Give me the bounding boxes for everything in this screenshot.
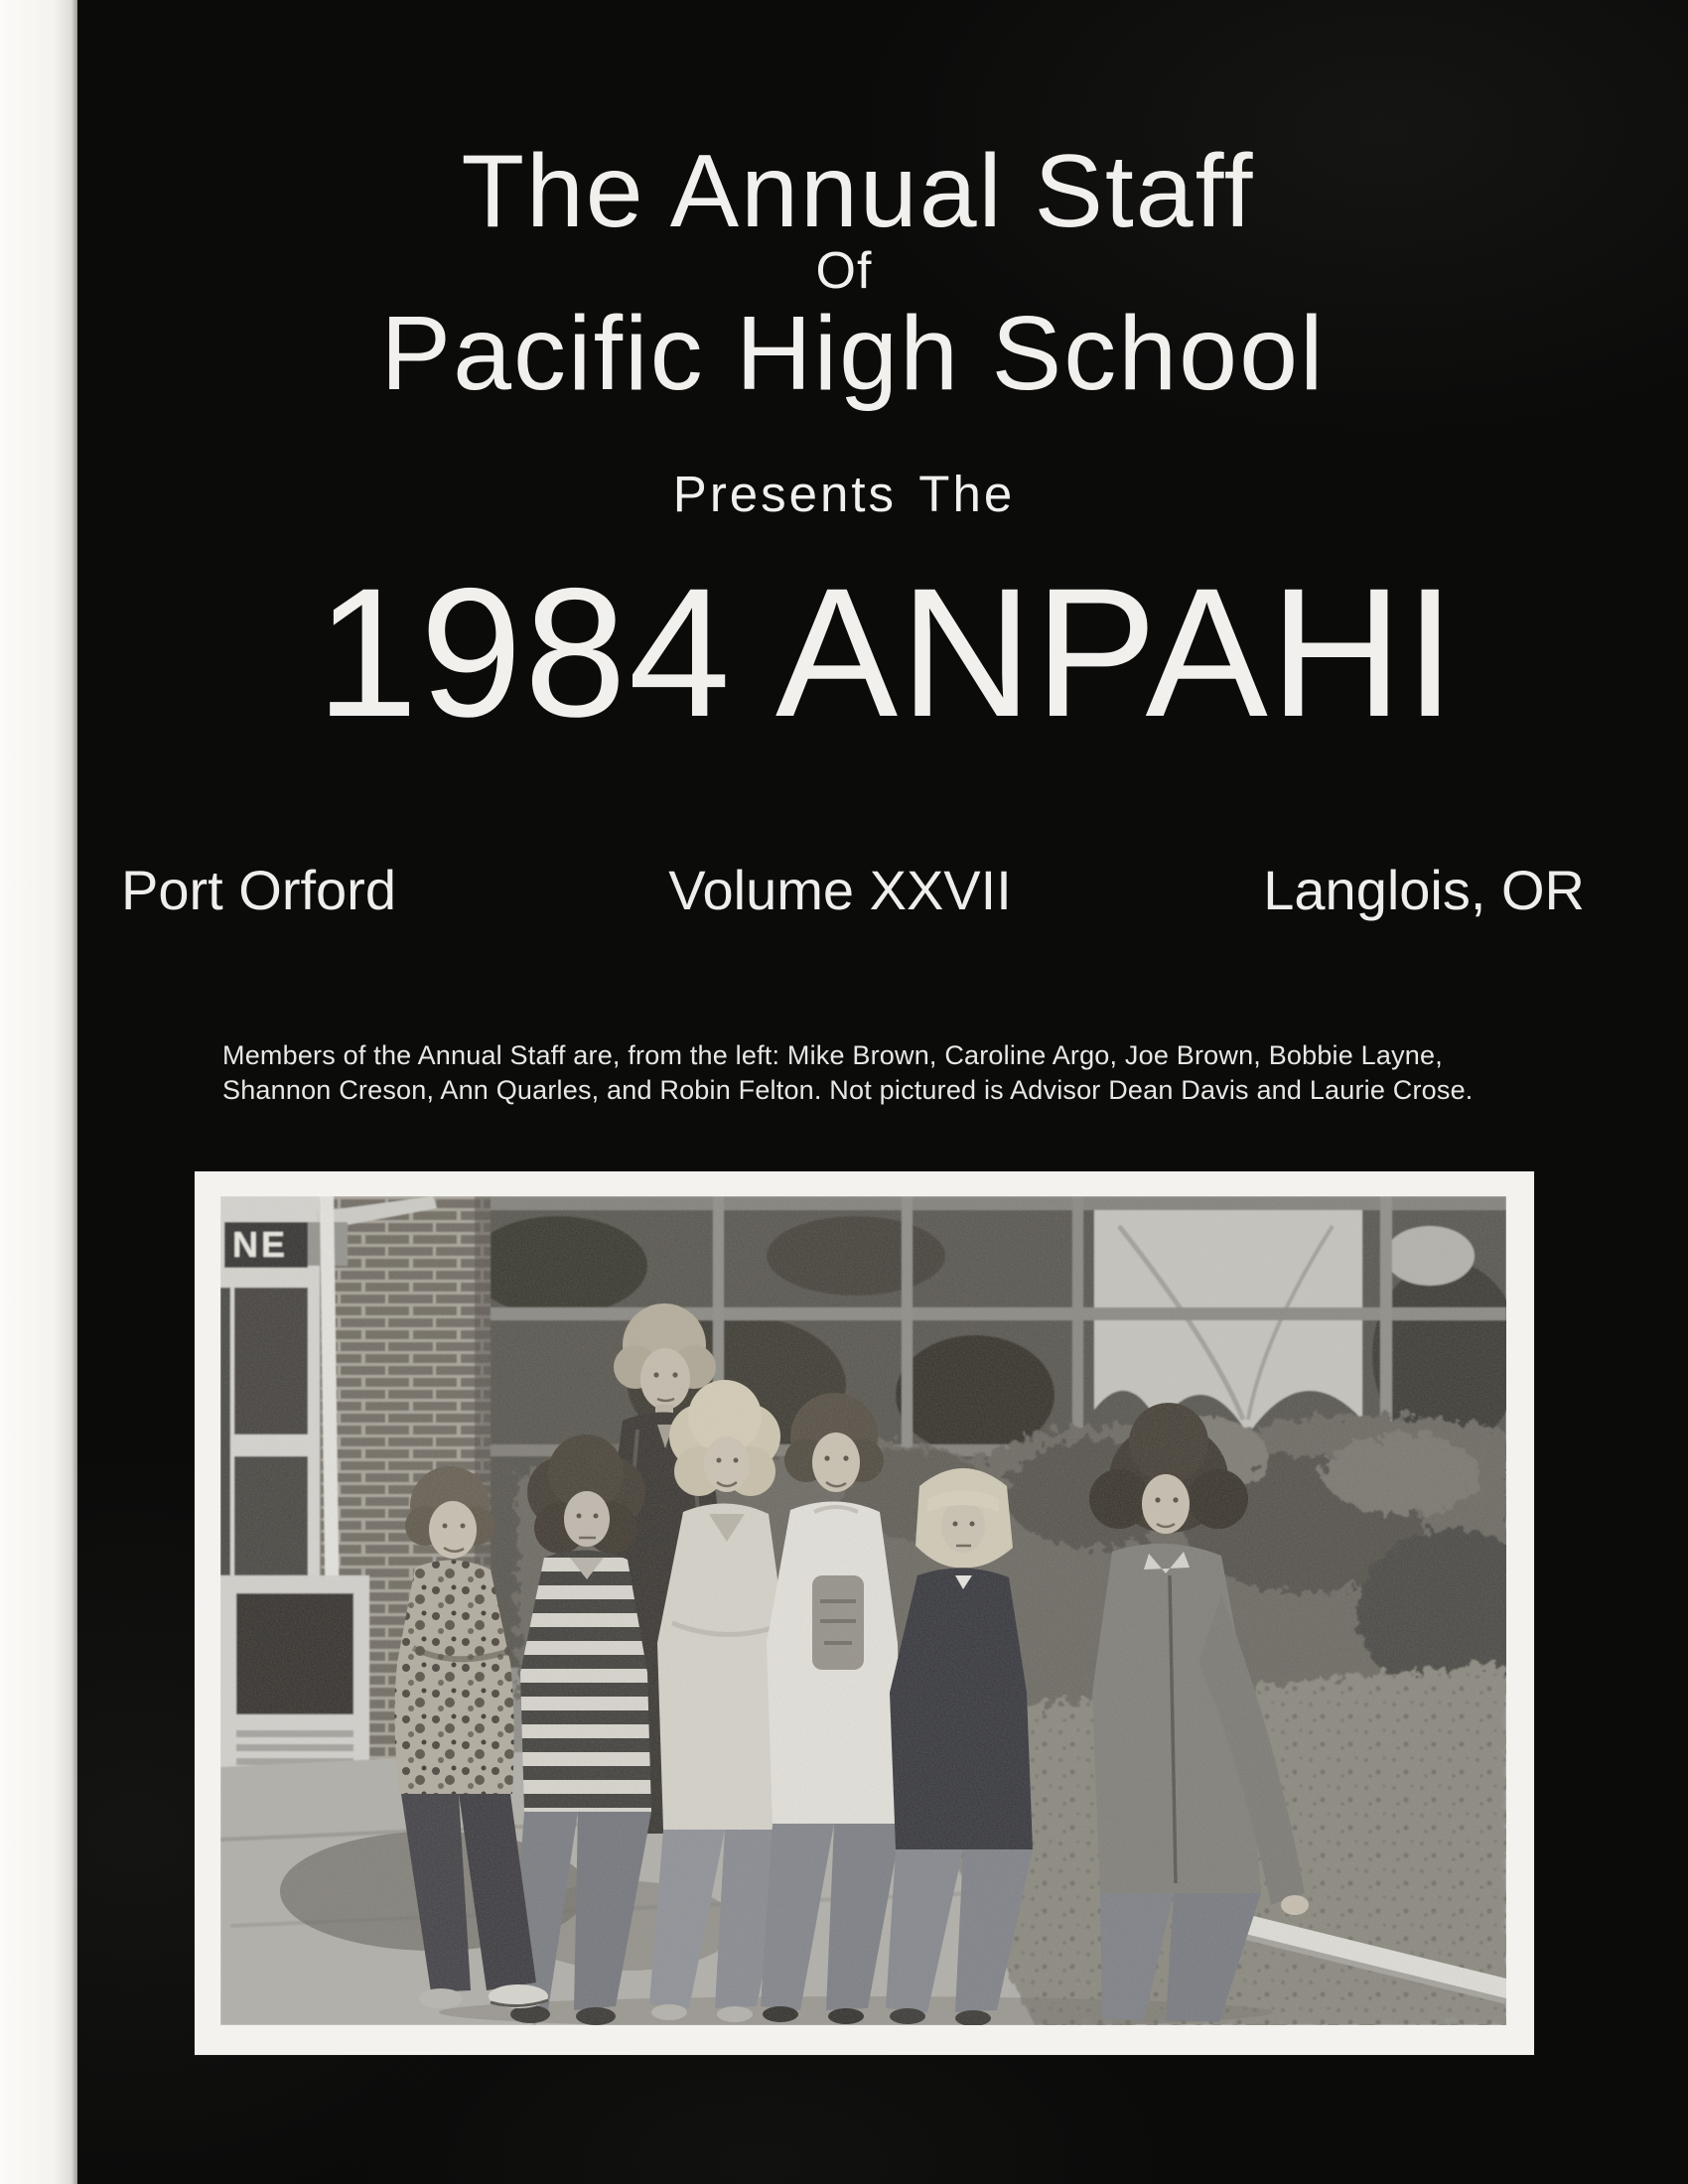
presents-line: Presents The xyxy=(672,466,1016,522)
edition-row xyxy=(0,858,1688,927)
title-line-school-name: Pacific High School xyxy=(380,295,1326,412)
edition-city-right: Langlois, OR xyxy=(1263,859,1585,921)
staff-photo xyxy=(220,1196,1506,2025)
photo-grain xyxy=(220,1196,1506,2025)
phone-booth-sign: NE xyxy=(232,1224,289,1265)
title-line-annual-staff: The Annual Staff xyxy=(461,134,1255,249)
main-title: 1984 ANPAHI xyxy=(316,551,1458,755)
edition-city-left: Port Orford xyxy=(121,859,396,921)
photo-mat-frame xyxy=(195,1171,1534,2055)
edition-volume: Volume XXVII xyxy=(668,859,1012,921)
photo-caption: Members of the Annual Staff are, from the left: Mike Brown, Caroline Argo, Joe Brown, Bobbie Layne, Shannon Creson, Ann Quarles, and Robin Felton. Not pictured is Advisor Dean Davis and Laurie Crose. xyxy=(222,1040,1474,1105)
title-line-of: Of xyxy=(815,242,873,300)
